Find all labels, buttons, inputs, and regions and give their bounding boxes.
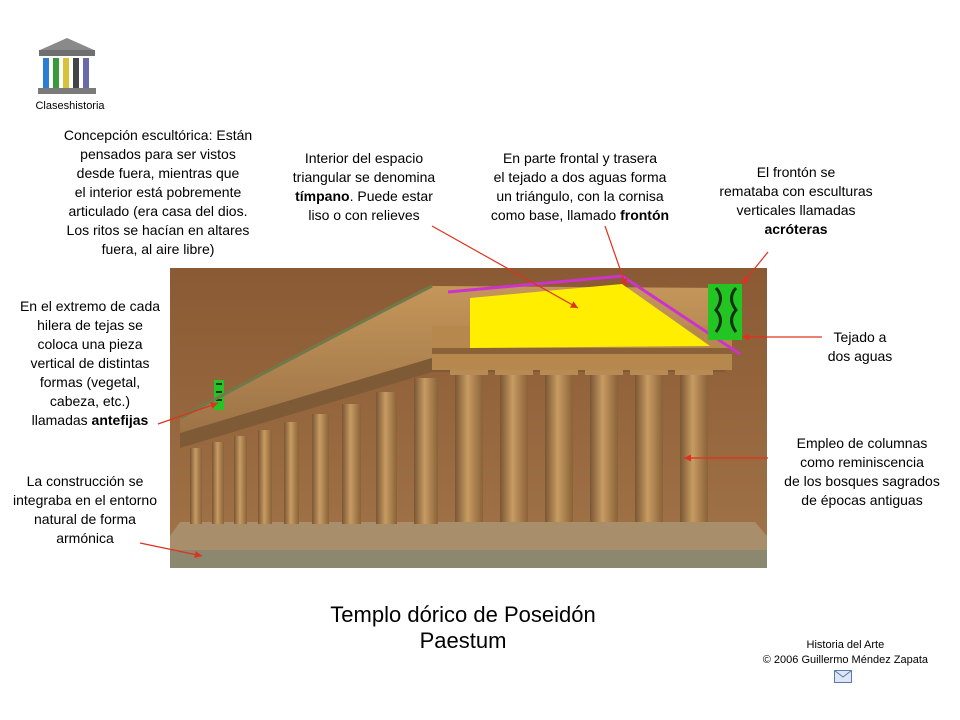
note-antefijas: En el extremo de cada hilera de tejas se coloca una pieza vertical de distintas formas (vegetal, cabeza, etc.) llamadas antefijas bbox=[19, 298, 161, 428]
note-tejado: Tejado a dos aguas bbox=[827, 329, 893, 364]
mail-icon[interactable] bbox=[834, 670, 852, 683]
note-columnas: Empleo de columnas como reminiscencia de los bosques sagrados de épocas antiguas bbox=[784, 435, 940, 508]
note-concepcion: Concepción escultórica: Están pensados para ser vistos desde fuera, mientras que el interior está pobremente articulado (era casa del dios. Los ritos se hacían en altares fuera, al aire libre) bbox=[63, 127, 253, 257]
note-entorno: La construcción se integraba en el entorno natural de forma armónica bbox=[13, 473, 157, 546]
note-fronton: En parte frontal y trasera el tejado a dos aguas forma un triángulo, con la cornisa como base, llamado frontón bbox=[490, 150, 670, 223]
acroterion-icon bbox=[708, 284, 742, 340]
slide-title: Templo dórico de Poseidón Paestum bbox=[330, 602, 596, 653]
footer-credits: Historia del Arte © 2006 Guillermo Méndez Zapata bbox=[762, 639, 928, 666]
logo-caption: Claseshistoria bbox=[35, 100, 105, 112]
note-acroteras: El frontón se remataba con esculturas verticales llamadas acróteras bbox=[719, 164, 873, 237]
temple-logo-icon bbox=[36, 36, 98, 96]
temple-photo bbox=[170, 268, 767, 568]
note-timpano: Interior del espacio triangular se denomina tímpano. Puede estar liso o con relieves bbox=[292, 150, 436, 223]
